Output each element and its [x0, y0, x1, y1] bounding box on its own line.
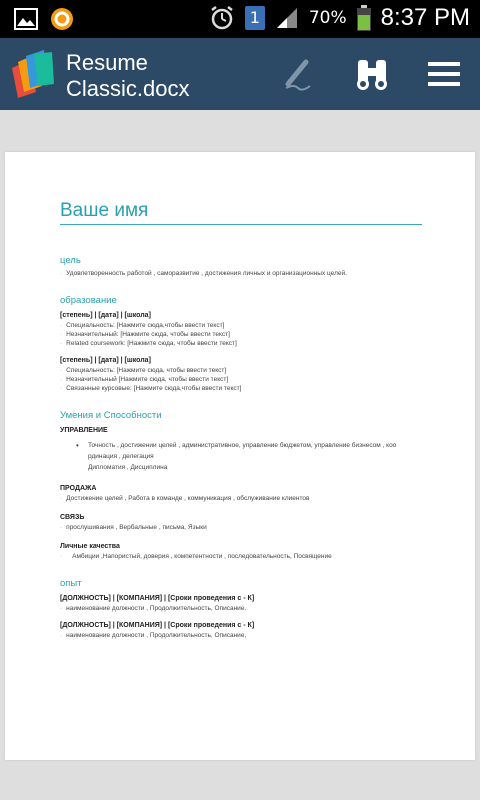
app-toolbar — [0, 38, 480, 110]
experience-2-title[interactable]: [ДОЛЖНОСТЬ] | [КОМПАНИЯ] | [Сроки проведения с - К] — [60, 622, 255, 629]
communication-title: СВЯЗЬ — [60, 514, 85, 521]
skills-heading: Умения и Способности — [60, 410, 162, 421]
experience-1-title[interactable]: [ДОЛЖНОСТЬ] | [КОМПАНИЯ] | [Сроки проведения с - К] — [60, 595, 255, 602]
resume-name[interactable]: Ваше имя — [60, 200, 422, 225]
battery-percent: 70% — [308, 8, 347, 28]
gallery-icon — [14, 8, 38, 30]
document-title: Resume Classic.docx — [66, 50, 190, 101]
experience-heading: опыт — [60, 578, 82, 589]
app-notification-icon — [50, 7, 74, 31]
search-binoculars-icon[interactable] — [352, 54, 392, 94]
experience-1-line[interactable]: · наименование должности , Продолжительность, Описание. — [60, 605, 247, 612]
goal-line: · Удовлетворенность работой , саморазвитие , достижения личных и организационных целей. — [60, 270, 347, 277]
education-2-line[interactable]: · Незначительный [Нажмите сюда, чтобы ввести текст] — [60, 376, 229, 383]
education-2-line[interactable]: · Связанные курсовые: [Нажмите сюда,чтобы ввести текст] — [60, 385, 242, 392]
goal-heading: цель — [60, 255, 81, 266]
education-heading: образование — [60, 295, 117, 306]
management-title: УПРАВЛЕНИЕ — [60, 427, 108, 434]
education-2-title[interactable]: [степень] | [дата] | [школа] — [60, 357, 151, 364]
education-1-line[interactable]: · Специальность: [Нажмите сюда,чтобы ввести текст] — [60, 322, 225, 329]
pen-edit-button[interactable] — [278, 54, 318, 94]
alarm-icon — [209, 5, 235, 31]
education-2-line[interactable]: · Специальность: [Нажмите сюда, чтобы ввести текст] — [60, 367, 227, 374]
education-1-line[interactable]: · Related coursework: [Нажмите сюда, чтобы ввести текст] — [60, 340, 237, 347]
status-bar — [0, 0, 480, 38]
sales-title: ПРОДАЖА — [60, 485, 97, 492]
education-1-title[interactable]: [степень] | [дата] | [школа] — [60, 312, 151, 319]
education-1-line[interactable]: · Незначительный: [Нажмите сюда, чтобы ввести текст] — [60, 331, 230, 338]
personal-line[interactable]: · Амбиции ,Напористый, доверия , компетентности , последовательность, Посвящение — [60, 553, 332, 560]
communication-line[interactable]: · прослушивания , Вербальные , письма, Языки — [60, 524, 207, 531]
experience-2-line[interactable]: · наименование должности , Продолжительность, Описание, — [60, 632, 247, 639]
document-content — [60, 200, 422, 641]
app-logo-icon — [8, 48, 60, 100]
document-page[interactable] — [5, 152, 475, 760]
signal-icon — [275, 6, 299, 30]
menu-icon[interactable] — [424, 54, 464, 94]
personal-title: Личные качества — [60, 543, 120, 550]
sales-line[interactable]: · Достижение целей , Работа в команде , коммуникация , обслуживание клиентов — [60, 495, 310, 502]
management-bullet[interactable]: • Точность , достижении целей , административное, управление бюджетом, управление бизнесом , коо рдинация , делегация Дипломатия , Дисциплина — [60, 440, 422, 473]
battery-icon — [357, 5, 371, 31]
sim-badge: 1 — [245, 6, 265, 30]
clock: 8:37 PM — [380, 4, 470, 31]
